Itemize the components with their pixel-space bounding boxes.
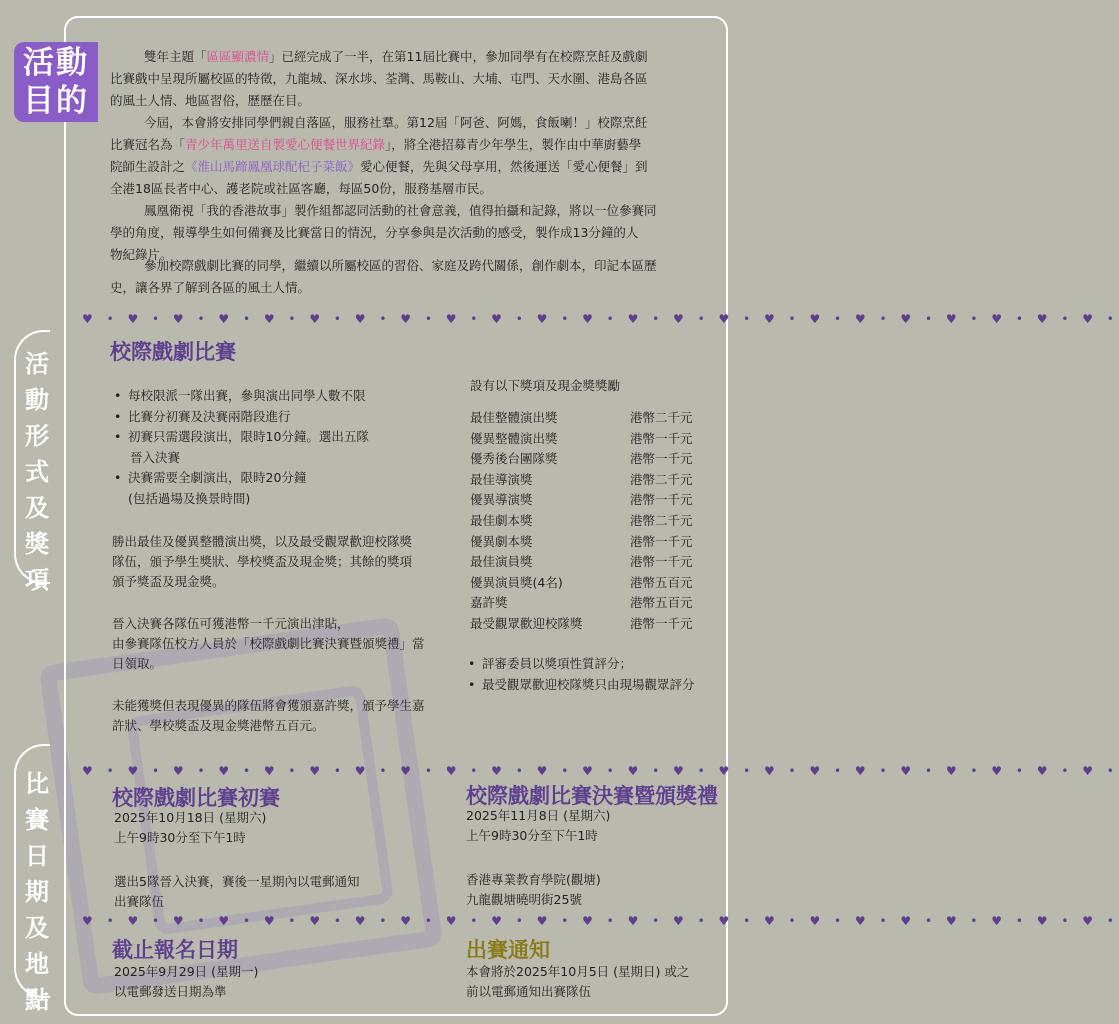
text-line: 頒予獎盃及現金獎。 <box>112 574 225 589</box>
award-name: 優異導演獎 <box>470 492 533 508</box>
rule-text: 初賽只需選段演出，限時10分鐘。選出五隊 <box>128 429 369 444</box>
award-row <box>470 532 710 553</box>
format-tag-char: 動 <box>25 386 49 414</box>
award-amount: 港幣一千元 <box>630 533 693 549</box>
deadline-note: 以電郵發送日期為準 <box>114 984 227 999</box>
purpose-tag-line2: 目的 <box>23 83 89 119</box>
notice-details <box>466 962 689 1002</box>
dates-tag-char: 地 <box>25 950 49 978</box>
award-row <box>470 429 710 450</box>
p3-text-c: 物紀錄片。 <box>110 247 173 262</box>
allowance-description <box>112 614 462 674</box>
award-amount: 港幣一千元 <box>630 616 693 631</box>
section-tag-format <box>22 346 52 598</box>
dates-tag-char: 日 <box>25 842 49 870</box>
p3-text-a: 鳳凰衛視「我的香港故事」製作組都認同活動的社會意義，值得拍攝和記錄，將以一位參賽同 <box>144 203 657 218</box>
deadline-title: 截止報名日期 <box>112 938 238 962</box>
purpose-paragraph-1 <box>110 46 720 112</box>
final-address: 九龍觀塘曉明街25號 <box>466 892 582 907</box>
purpose-paragraph-2 <box>110 112 720 200</box>
final-title: 校際戲劇比賽決賽暨頒獎禮 <box>466 784 718 808</box>
p2-text-c2: 愛心便餐，先與父母享用，然後運送「愛心便餐」到 <box>360 159 648 174</box>
format-tag-char: 項 <box>25 566 49 594</box>
final-details <box>466 806 726 910</box>
award-amount: 港幣一千元 <box>630 492 693 508</box>
award-name: 優異整體演出獎 <box>470 430 558 446</box>
judging-notes <box>468 654 728 695</box>
award-row <box>470 552 710 573</box>
rule-item: • 比賽分初賽及決賽兩階段進行 <box>114 407 454 428</box>
award-row <box>470 511 710 532</box>
text-line: 晉入決賽各隊伍可獲港幣一千元演出津貼， <box>112 616 350 631</box>
final-date: 2025年11月8日 (星期六) <box>466 808 611 823</box>
award-amount: 港幣一千元 <box>630 554 693 570</box>
rule-item <box>114 468 454 509</box>
dish-highlight: 《淮山馬蹄鳳凰球配杞子菜飯》 <box>185 159 361 174</box>
notice-text: 本會將於2025年10月5日 (星期日) 或之 <box>466 964 690 979</box>
format-tag-char: 活 <box>25 350 49 378</box>
prelim-title: 校際戲劇比賽初賽 <box>112 786 280 810</box>
award-name: 最佳導演獎 <box>470 471 533 487</box>
rule-item: • 每校限派一隊出賽，參與演出同學人數不限 <box>114 386 454 407</box>
format-tag-char: 及 <box>25 494 49 522</box>
rules-list <box>114 386 454 509</box>
purpose-paragraph-4 <box>110 255 720 299</box>
format-tag-char: 形 <box>25 422 49 450</box>
prelim-details <box>114 808 444 912</box>
section-tag-dates <box>22 766 52 1018</box>
p2-text-a: 今屆，本會將安排同學們親自落區，服務社羣。第12屆「阿爸、阿媽，食飯喇！」校際烹飪 <box>144 115 648 130</box>
p1-text-a: 雙年主題「 <box>144 49 207 64</box>
award-name: 優異演員獎(4名) <box>470 574 563 590</box>
p3-text-b: 學的角度，報導學生如何備賽及比賽當日的情況，分享參與是次活動的感受，製作成13分鐘的人 <box>110 225 639 240</box>
prelim-note: 出賽隊伍 <box>114 894 165 909</box>
dates-tag-char: 及 <box>25 914 49 942</box>
award-name: 優秀後台團隊獎 <box>470 451 558 467</box>
p2-text-d: 全港18區長者中心、護老院或社區客廳，每區50份，服務基層市民。 <box>110 181 492 196</box>
campaign-highlight: 青少年萬里送自製愛心便餐世界紀錄 <box>185 137 386 152</box>
prize-description <box>112 532 462 592</box>
award-amount: 港幣一千元 <box>630 451 693 467</box>
text-line: 勝出最佳及優異整體演出獎，以及最受觀眾歡迎校隊獎 <box>112 534 413 549</box>
p4-text-b: 史，讓各界了解到各區的風土人情。 <box>110 280 311 295</box>
purpose-tag-line1: 活動 <box>23 45 89 81</box>
p1-text-c: 比賽戲中呈現所屬校區的特徵，九龍城、深水埗、荃灣、馬鞍山、大埔、屯門、天水圍、港島各區 <box>110 71 648 86</box>
award-name: 最佳演員獎 <box>470 554 533 570</box>
dates-tag-char: 比 <box>25 770 49 798</box>
award-row <box>470 408 710 429</box>
p2-text-c1: 院師生設計之 <box>110 159 186 174</box>
heart-divider-2: ♥ • ♥ • ♥ • ♥ • ♥ • ♥ • ♥ • ♥ • ♥ • ♥ • ♥ • ♥ • ♥ • ♥ • ♥ • ♥ • ♥ • ♥ • ♥ • ♥ • ♥ • ♥ • ♥ • <box>82 764 1119 778</box>
rule-text-cont: 晉入決賽 <box>130 449 181 465</box>
text-line: 隊伍，頒予學生獎狀、學校獎盃及現金獎；其餘的獎項 <box>112 554 413 569</box>
final-time: 上午9時30分至下午1時 <box>466 828 598 843</box>
notice-text: 前以電郵通知出賽隊伍 <box>466 984 592 999</box>
format-tag-char: 獎 <box>25 530 49 558</box>
dates-tag-char: 點 <box>25 986 49 1014</box>
p4-text-a: 參加校際戲劇比賽的同學，繼續以所屬校區的習俗、家庭及跨代關係，創作劇本，印記本區歷 <box>144 258 657 273</box>
heart-divider-3: ♥ • ♥ • ♥ • ♥ • ♥ • ♥ • ♥ • ♥ • ♥ • ♥ • ♥ • ♥ • ♥ • ♥ • ♥ • ♥ • ♥ • ♥ • ♥ • ♥ • ♥ • ♥ • ♥ • <box>82 914 1119 928</box>
award-name: 最佳劇本獎 <box>470 513 533 528</box>
text-line: 許狀、學校獎盃及現金獎港幣五百元。 <box>112 718 325 733</box>
award-amount: 港幣二千元 <box>630 471 693 487</box>
competition-title: 校際戲劇比賽 <box>110 340 236 364</box>
final-venue: 香港專業教育學院(觀塘) <box>466 872 601 887</box>
award-row <box>470 449 710 470</box>
deadline-details <box>114 962 258 1002</box>
heart-divider-1: ♥ • ♥ • ♥ • ♥ • ♥ • ♥ • ♥ • ♥ • ♥ • ♥ • ♥ • ♥ • ♥ • ♥ • ♥ • ♥ • ♥ • ♥ • ♥ • ♥ • ♥ • ♥ • ♥ • <box>82 312 1119 326</box>
text-line: 未能獲獎但表現優異的隊伍將會獲頒嘉許獎，頒予學生嘉 <box>112 698 425 713</box>
awards-intro: 設有以下獎項及現金獎獎勵 <box>470 378 621 393</box>
p1-text-b: 」已經完成了一半，在第11屆比賽中，參加同學有在校際烹飪及戲劇 <box>269 49 648 64</box>
prelim-time: 上午9時30分至下午1時 <box>114 830 246 845</box>
award-row <box>470 573 710 594</box>
award-amount: 港幣一千元 <box>630 430 693 446</box>
prelim-note: 選出5隊晉入決賽，賽後一星期內以電郵通知 <box>114 874 360 889</box>
dates-tag-char: 賽 <box>25 806 49 834</box>
text-line: 日領取。 <box>112 656 163 671</box>
award-row <box>470 490 710 511</box>
prelim-date: 2025年10月18日 (星期六) <box>114 810 267 825</box>
section-tag-purpose <box>14 42 98 122</box>
p2-text-b2: 」，將全港招募青少年學生，製作由中華廚藝學 <box>385 137 642 152</box>
award-amount: 港幣五百元 <box>630 595 693 611</box>
rule-text-cont: (包括過場及換景時間) <box>128 490 251 506</box>
award-name: 最受觀眾歡迎校隊獎 <box>470 616 583 631</box>
rule-text: 決賽需要全劇演出，限時20分鐘 <box>128 470 307 485</box>
award-name: 嘉許獎 <box>470 595 508 611</box>
format-tag-char: 式 <box>25 458 49 486</box>
p2-text-b1: 比賽冠名為「 <box>110 137 186 152</box>
note-item: • 最受觀眾歡迎校隊獎只由現場觀眾評分 <box>468 675 728 696</box>
note-item: • 評審委員以獎項性質評分； <box>468 654 728 675</box>
merit-description <box>112 696 462 736</box>
award-row <box>470 593 710 614</box>
notice-title: 出賽通知 <box>466 938 550 962</box>
rule-item <box>114 427 454 468</box>
award-amount: 港幣二千元 <box>630 410 693 425</box>
award-row <box>470 614 710 635</box>
text-line: 由參賽隊伍校方人員於「校際戲劇比賽決賽暨頒獎禮」當 <box>112 636 425 651</box>
award-amount: 港幣五百元 <box>630 574 693 590</box>
award-amount: 港幣二千元 <box>630 513 693 528</box>
dates-tag-char: 期 <box>25 878 49 906</box>
p1-text-d: 的風土人情、地區習俗，歷歷在目。 <box>110 93 311 108</box>
award-name: 優異劇本獎 <box>470 533 533 549</box>
deadline-date: 2025年9月29日 (星期一) <box>114 964 259 979</box>
award-row <box>470 470 710 491</box>
award-name: 最佳整體演出獎 <box>470 410 558 425</box>
theme-highlight: 區區顯濃情 <box>206 49 270 64</box>
